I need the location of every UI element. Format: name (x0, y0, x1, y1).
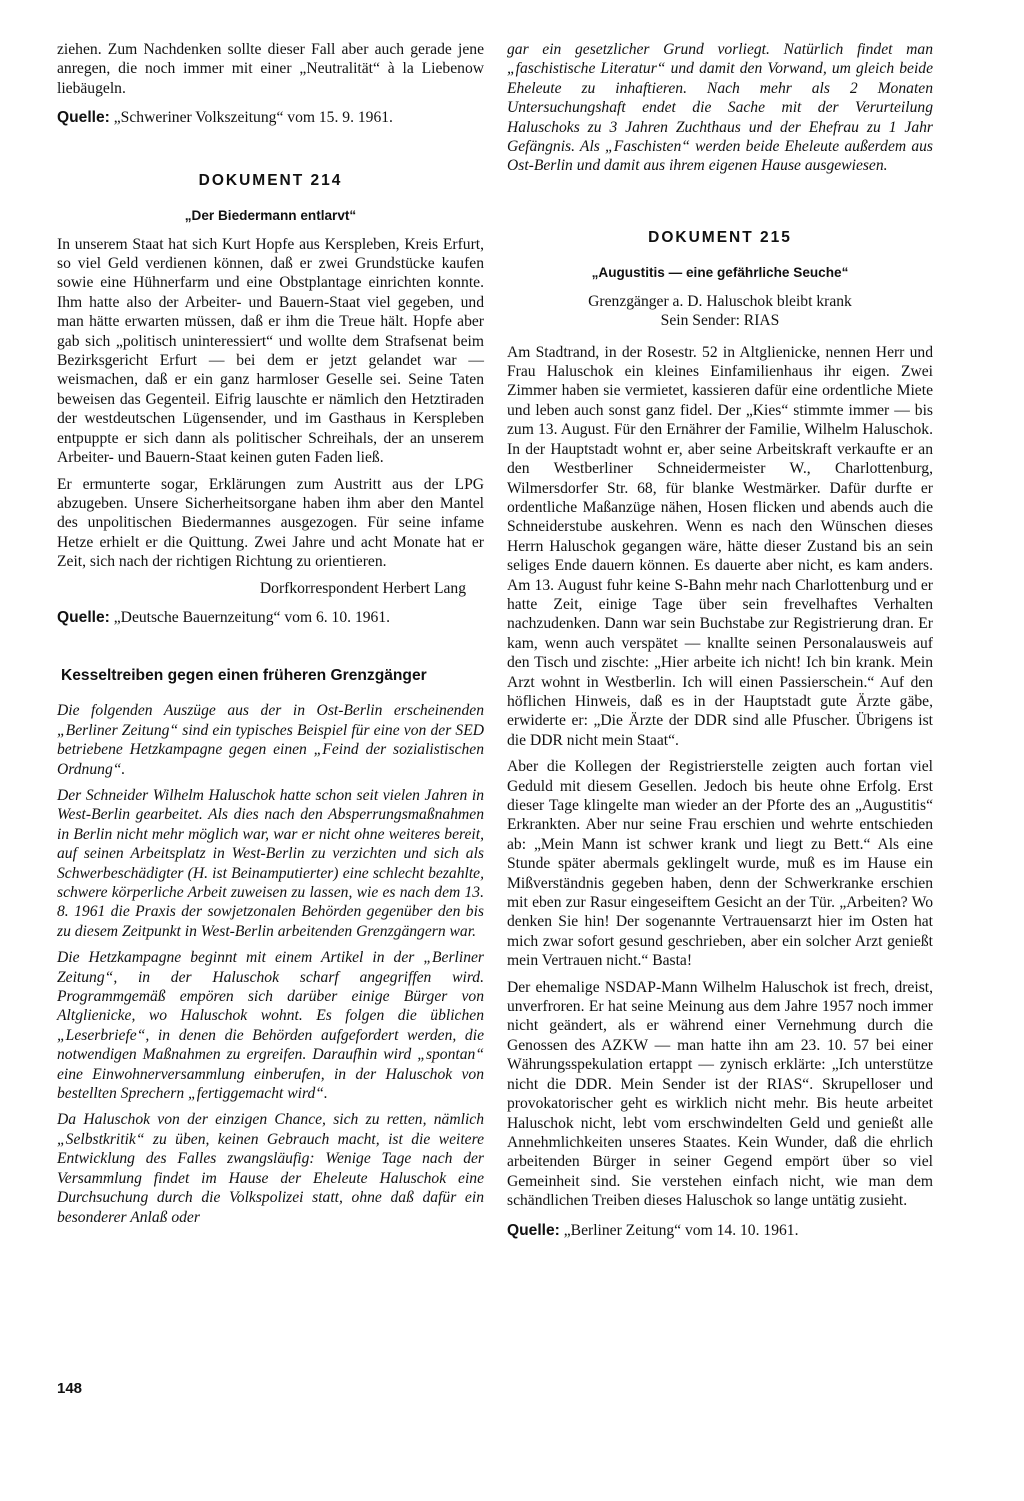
body-paragraph: Am Stadtrand, in der Rosestr. 52 in Altglienicke, nennen Herr und Frau Haluschok ein kleines Einfamilienhaus ihr eigen. Zwei Zimmer haben sie vermietet, kassieren dafür eine ordentliche Miete und leben auch sonst ganz fidel. Der „Kies“ stimmte immer — bis zum 13. August. Für den Ernährer der Familie, Wilhelm Haluschok. In der Hauptstadt wohnt er, aber seine Arbeitskraft verkaufte er an den Westberliner Schneidermeister W., Charlottenburg, Wilmersdorfer Str. 68, für blanke Westmärker. Dafür durfte er ordentliche Maßanzüge nähen, Hosen flicken und abends auch die Schneiderstube auskehren. Wenn es nach den Wünschen dieses Herrn Haluschok gegangen wäre, hätte dieser Zustand bis an sein seliges Ende dauern können. Es dauerte aber nicht, es kam anders. Am 13. August fuhr keine S-Bahn mehr nach Charlottenburg und er hatte Zeit, einige Tage über sein frevelhaftes Verhalten nachzudenken. Dann war sein Buchstabe zur Registrierung dran. Er kam, wenn auch verspätet — knallte seinen Personalausweis auf den Tisch und zischte: „Hier arbeite ich nicht! Ich bin krank. Mein Arzt wohnt in Westberlin. Ich will einen Passierschein.“ Auf den höflichen Hinweis, daß es in der Hauptstadt gute Ärzte gäbe, erwiderte er: „Die Ärzte der DDR sind alle Pfuscher. Übrigens ist die DDR nicht mein Staat“. (507, 343, 933, 749)
document-title: „Augustitis — eine gefährliche Seuche“ (591, 264, 849, 280)
source-text: „Berliner Zeitung“ vom 14. 10. 1961. (559, 1221, 799, 1239)
document-title: „Der Biedermann entlarvt“ (184, 207, 357, 223)
body-paragraph: Aber die Kollegen der Registrierstelle zeigten auch fortan viel Geduld mit diesem Gesellen. Jedoch bis heute ohne Erfolg. Erst dieser Tage klingelte man wieder an der Pforte des an „Augustitis“ Erkrankten. Aber nur seine Frau erschien und wehrte entschieden ab: „Mein Mann ist schwer krank und liegt zu Bett.“ Als eine Stunde später abermals geklingelt wurde, muß es im Hause ein Mißverständnis gegeben haben, denn der Schwerkranke erschien mit eben zur Rasur eingeseiftem Gesicht an der Tür. „Arbeiten? Wo denken Sie hin! Der sogenannte Vertrauensarzt hier im Osten hat mich zwar sofort gesund geschrieben, aber ein solcher Arzt genießt mein Vertrauen nicht.“ Basta! (507, 758, 933, 970)
page-number: 148 (57, 1380, 83, 1397)
source-label: Quelle: (507, 1221, 560, 1239)
source-label: Quelle: (57, 109, 110, 127)
left-column (57, 40, 484, 1234)
document-subtitle: Grenzgänger a. D. Haluschok bleibt krank (588, 292, 852, 310)
body-paragraph: Er ermunterte sogar, Erklärungen zum Austritt aus der LPG abzugeben. Unsere Sicherheitsorgane haben ihm aber den Mantel des unpolitischen Biedermannes ausgezogen. Für seine infame Hetze erhielt er die Quittung. Zwei Jahre und acht Monate hat er Zeit, sich nach der richtigen Richtung zu orientieren. (57, 475, 484, 571)
italic-paragraph: Da Haluschok von der einzigen Chance, sich zu retten, nämlich „Selbstkritik“ zu üben, keinen Gebrauch macht, ist die weitere Entwicklung des Falles zwangsläufig: Wenige Tage nach der Versammlung findet im Hause der Eheleute Haluschok eine Durchsuchung durch die Volkspolizei statt, ohne daß dafür ein besonderer Anlaß oder (57, 1111, 484, 1226)
italic-paragraph: Die folgenden Auszüge aus der in Ost-Berlin erscheinenden „Berliner Zeitung“ sind ein typisches Beispiel für eine von der SED betriebene Hetzkampagne gegen einen „Feind der sozialistischen Ordnung“. (57, 702, 484, 778)
document-heading: DOKUMENT 215 (648, 228, 792, 246)
body-paragraph: In unserem Staat hat sich Kurt Hopfe aus Kerspleben, Kreis Erfurt, so viel Geld verdienen können, daß er zwei Grundstücke kaufen sowie eine Hühnerfarm und eine Obstplantage einrichten konnte. Ihm hatte also der Arbeiter- und Bauern-Staat viel gegeben, und man hätte erwarten müssen, daß er ihm die Treue hält. Hopfe aber gab sich „politisch uninteressiert“ und wollte dem Strafsenat beim Bezirksgericht Erfurt — bei dem er jetzt gelandet war — weismachen, daß er ein ganz harmloser Geselle sei. Seine Taten beweisen das Gegenteil. Eifrig lauschte er nämlich den Hetztiraden der westdeutschen Lügensender, und im Gasthaus in Kerspleben entpuppte er sich dann als politischer Schreihals, der an unserem Arbeiter- und Bauern-Staat keinen guten Faden ließ. (57, 235, 484, 467)
section-heading: Kesseltreiben gegen einen früheren Grenzgänger (61, 667, 427, 685)
italic-paragraph: gar ein gesetzlicher Grund vorliegt. Natürlich findet man „faschistische Literatur“ und damit den Vorwand, um gleich beide Eheleute zu inhaftieren. Nach mehr als 2 Monaten Untersuchungshaft endet die Sache mit der Verurteilung Haluschoks zu 3 Jahren Zuchthaus und der Ehefrau zu 1 Jahr Gefängnis. Als „Faschisten“ werden beide Eheleute außerdem aus Ost-Berlin und damit aus ihrem eigenen Hause ausgewiesen. (507, 41, 933, 175)
italic-paragraph: Die Hetzkampagne beginnt mit einem Artikel in der „Berliner Zeitung“, in der Haluschok scharf angegriffen wird. Programmgemäß empören sich darüber einige Bürger von Altglienicke, wo Haluschok wohnt. Es folgen die üblichen „Leserbriefe“, in denen die Behörden aufgefordert werden, die notwendigen Maßnahmen zu ergreifen. Daraufhin wird „spontan“ eine Einwohnerversammlung einberufen, in der Haluschok von bestellten Sprechern „fertiggemacht wird“. (57, 949, 484, 1103)
document-subtitle: Sein Sender: RIAS (660, 312, 780, 330)
document-heading: DOKUMENT 214 (198, 171, 343, 189)
intro-paragraph: ziehen. Zum Nachdenken sollte dieser Fall aber auch gerade jene anregen, die noch immer mit einer „Neutralität“ à la Liebenow liebäugeln. (57, 41, 484, 97)
right-column (507, 40, 933, 1240)
source-label: Quelle: (57, 608, 110, 626)
source-line (57, 608, 484, 627)
source-line (507, 1221, 933, 1240)
source-line (57, 108, 484, 127)
source-text: „Schweriner Volkszeitung“ vom 15. 9. 1961. (109, 109, 393, 127)
italic-paragraph: Der Schneider Wilhelm Haluschok hatte schon seit vielen Jahren in West-Berlin gearbeitet. Als dies nach den Absperrungsmaßnahmen in Berlin nicht mehr möglich war, war er nicht ohne weiteres bereit, auf seinen Arbeitsplatz in West-Berlin zu verzichten und sich als Schwerbeschädigter (H. ist Beinamputierter) eine schlecht bezahlte, schwere körperliche Arbeit zuweisen zu lassen, wie es nach dem 13. 8. 1961 die Praxis der sowjetzonalen Behörden gegenüber den bis zu diesem Zeitpunkt in West-Berlin arbeitenden Grenzgängern war. (57, 786, 484, 940)
signature: Dorfkorrespondent Herbert Lang (259, 579, 466, 597)
source-text: „Deutsche Bauernzeitung“ vom 6. 10. 1961. (109, 608, 391, 626)
body-paragraph: Der ehemalige NSDAP-Mann Wilhelm Haluschok ist frech, dreist, unverfroren. Er hat seine Meinung aus dem Jahre 1957 noch immer nicht geändert, als er während einer Vernehmung durch die Genossen des AZKW — man hatte ihn am 23. 10. 57 bei einer Währungsspekulation ertappt — zynisch erklärte: „Ich unterstütze nicht die DDR. Mein Sender ist der RIAS“. Skrupelloser und provokatorischer geht es wirklich nicht mehr. Bis heute arbeitet Haluschok nicht, lebt vom erschwindelten Geld und genießt alle Annehmlichkeiten unseres Staates. Kein Wunder, daß die ehrlich arbeitenden Bürger in seiner Gegend empört über so viel Gemeinheit sind. Sie verstehen einfach nicht, wie man dem schändlichen Treiben dieses Haluschok so lange untätig zusieht. (507, 978, 933, 1210)
